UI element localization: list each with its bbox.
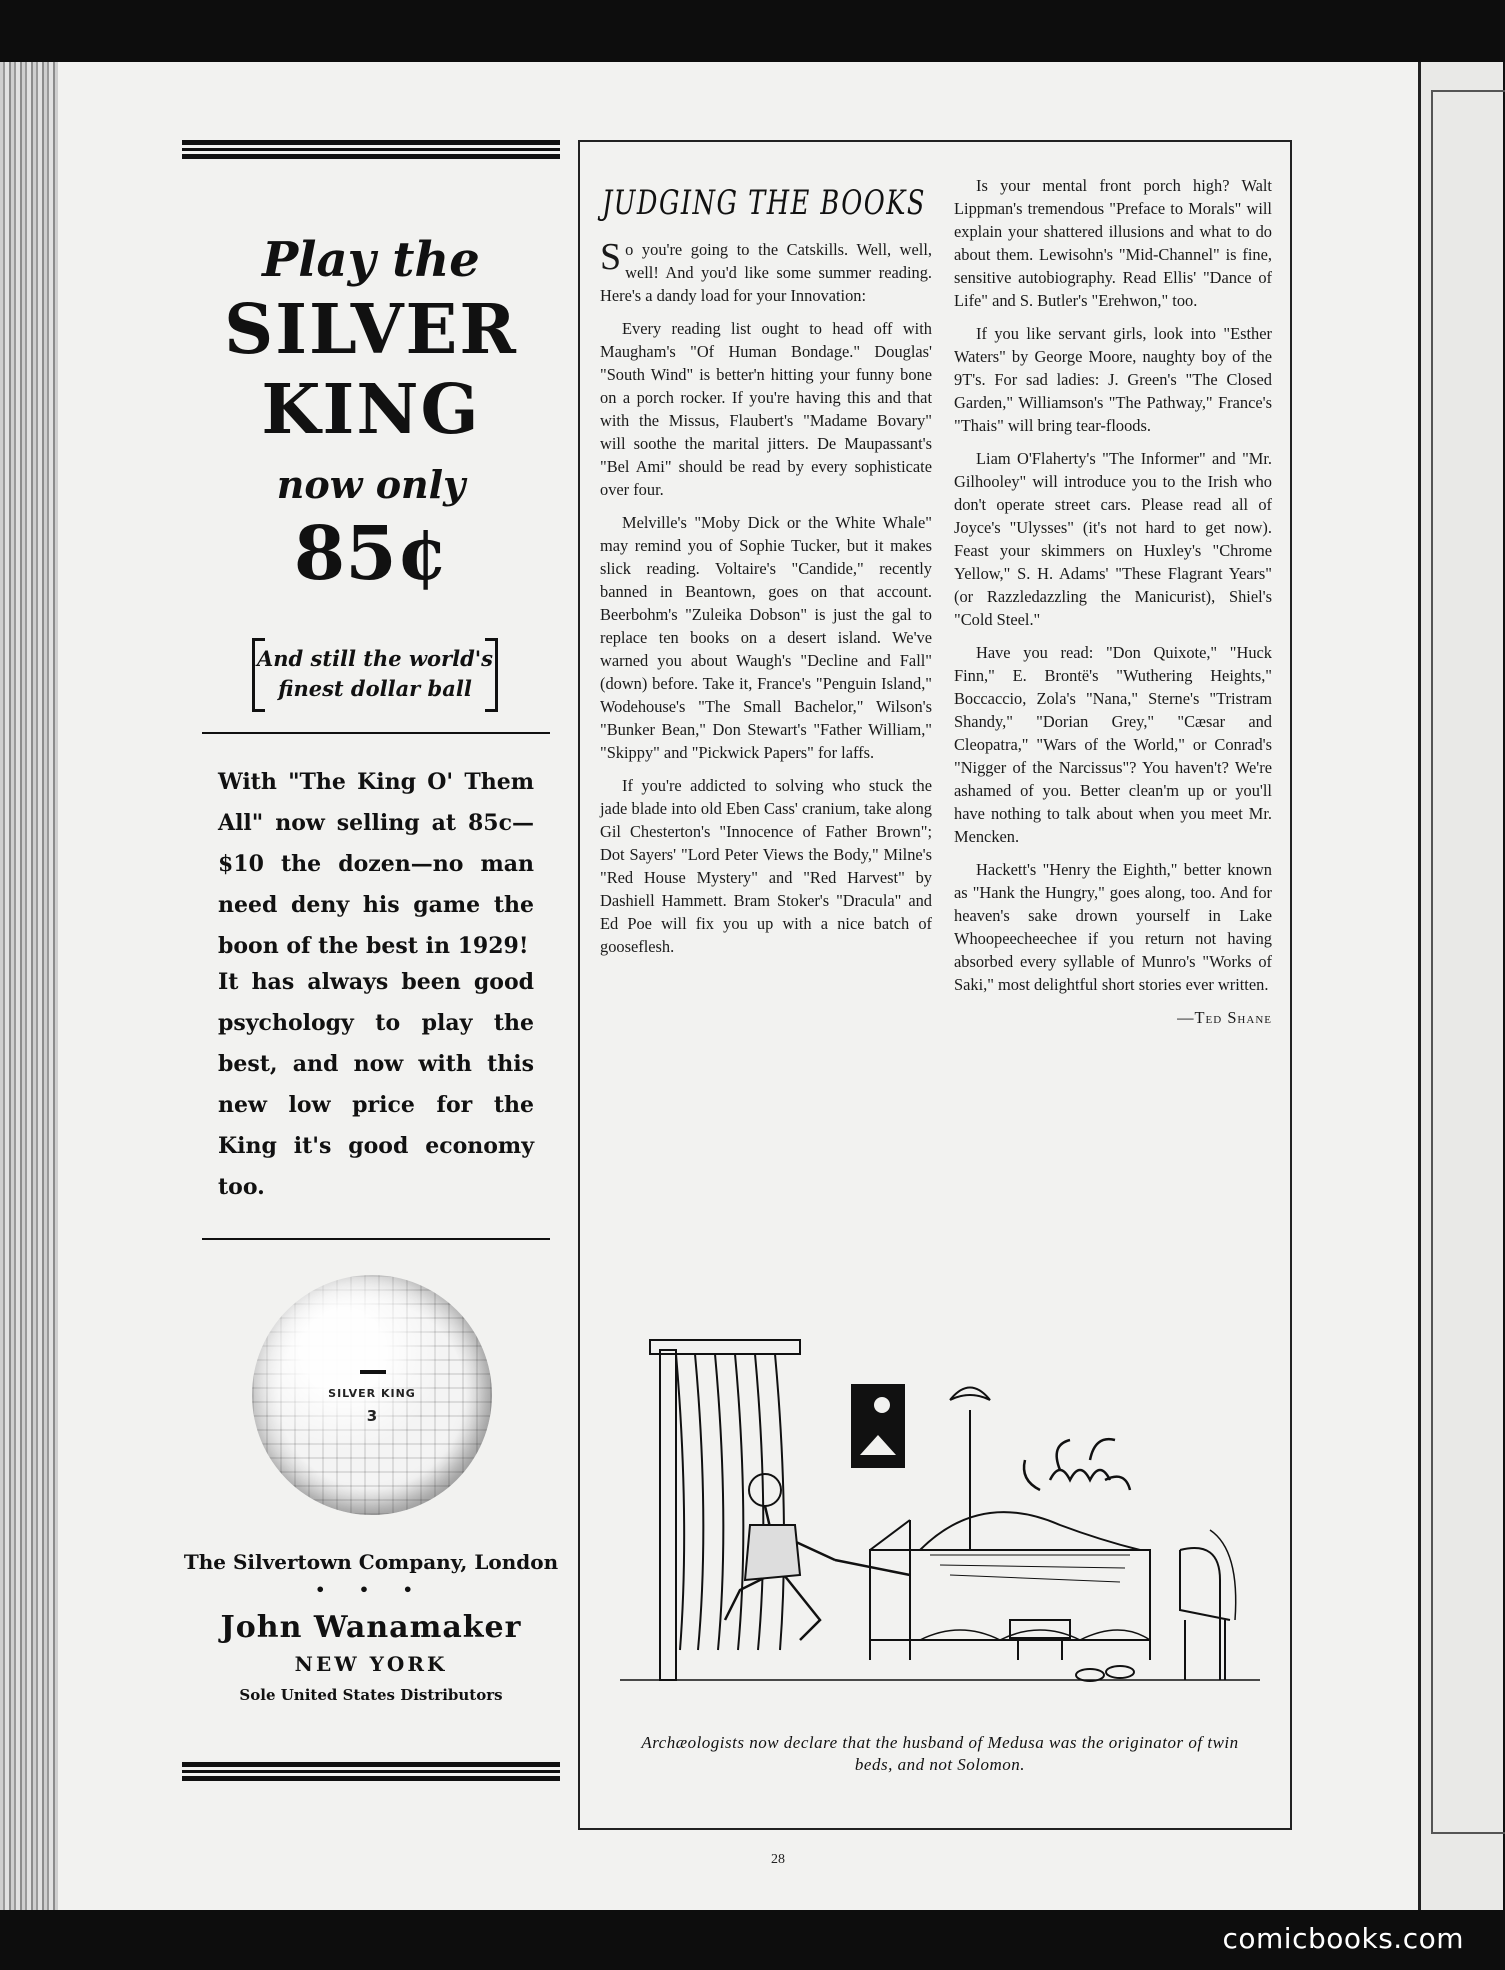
slogan-line-2: finest dollar ball (278, 676, 472, 701)
column-logo (597, 176, 930, 226)
paragraph: So you're going to the Catskills. Well, well, well! And you'd like some summer reading. Here's a dandy load for your Innovation: (600, 236, 932, 305)
adjacent-page-border (1431, 90, 1505, 1834)
medusa-cartoon (620, 1320, 1260, 1720)
author-signature: —Ted Shane (1177, 1008, 1272, 1027)
cartoon-caption: Archæologists now declare that the husband of Medusa was the originator of twin beds, and not Solomon. (641, 1733, 1239, 1774)
divider (202, 732, 550, 734)
logo-text: JUDGING THE BOOKS (597, 183, 926, 223)
ball-number: 3 (366, 1407, 378, 1425)
company-name: The Silvertown Company, London (183, 1550, 559, 1574)
page-number: 28 (771, 1852, 785, 1867)
divider (202, 1238, 550, 1240)
slogan-line-1: And still the world's (256, 646, 494, 671)
site-watermark: comicbooks.com (1222, 1922, 1464, 1955)
ball-brand-text: SILVER KING (328, 1387, 416, 1400)
headline-silver: SILVER (224, 290, 518, 370)
distributor-city: NEW YORK (294, 1652, 448, 1676)
ball-marking (360, 1370, 386, 1374)
paragraph: Have you read: "Don Quixote," "Huck Finn," E. Brontë's "Wuthering Heights," Boccaccio, Zola's "Nana," Sterne's "Tristram Shandy," "Dorian Grey," "Cæsar and Cleopatra," "Wars of the World," or Conrad's "Nigger of the Narcissus"? You haven't? We're ashamed of you. Better clean'm up or you'll have nothing to talk about when you meet Mr. Mencken. (954, 643, 1272, 846)
price: 85¢ (293, 511, 449, 597)
paragraph: Hackett's "Henry the Eighth," better known as "Hank the Hungry," goes along, too. And for heaven's sake drown yourself in Lake Whoopeecheechee if you return not having absorbed every syllable of Munro's "Works of Saki," most delightful short stories ever written. (954, 860, 1272, 994)
adjacent-page-edge (1418, 62, 1503, 1910)
magazine-page (58, 62, 1418, 1910)
paragraph: If you like servant girls, look into "Esther Waters" by George Moore, naughty boy of the 9T's. For sad ladies: J. Green's "The Closed Garden," Williamson's "The Pathway," France's "Thais" will bring tear-floods. (954, 324, 1272, 435)
separator-dots: • • • (315, 1580, 427, 1599)
drop-cap: S (600, 236, 622, 278)
ad-body-paragraph-1: With "The King O' Them All" now selling at 85c—$10 the dozen—no man need deny his game the boon of the best in 1929! (218, 769, 534, 959)
headline-play: Play the (262, 232, 480, 288)
ad-body-paragraph-2: It has always been good psychology to play the best, and now with this new low price for the King it's good economy too. (218, 969, 534, 1200)
article-column-1 (600, 238, 932, 968)
headline-king: KING (261, 370, 481, 450)
judging-the-books-article (578, 140, 1292, 1830)
paragraph: If you're addicted to solving who stuck the jade blade into old Eben Cass' cranium, take along Gil Chesterton's "Innocence of Father Brown"; Dot Sayers' "Lord Peter Views the Body," Milne's "Red House Mystery" and "Red Harvest" by Dashiell Hammett. Bram Stoker's "Dracula" and Ed Poe will fix you up with a nice batch of gooseflesh. (600, 776, 932, 956)
silver-king-advertisement (182, 140, 560, 1840)
top-scan-border (0, 0, 1500, 62)
golf-ball-image (252, 1275, 492, 1515)
distributor-note: Sole United States Distributors (239, 1686, 503, 1704)
headline-now-only: now only (276, 462, 466, 507)
article-column-2 (954, 174, 1272, 1029)
paragraph: Liam O'Flaherty's "The Informer" and "Mr. Gilhooley" will introduce you to the Irish who don't operate street cars. Please read all of Joyce's "Ulysses" (it's not hard to get now). Feast your skimmers on Huxley's "Chrome Yellow," S. H. Adams' "These Flagrant Years" (or Razzledazzling the Manicurist), Shiel's "Cold Steel." (954, 449, 1272, 629)
book-spine (0, 62, 58, 1910)
paragraph: Every reading list ought to head off with Maugham's "Of Human Bondage." Douglas' "South Wind" is better'n hitting your funny bone on a porch rocker. If you're having this and that with the Missus, Flaubert's "Madame Bovary" will soothe the marital jitters. De Maupassant's "Bel Ami" should be read by every sophisticate over four. (600, 319, 932, 499)
bottom-rule (182, 1762, 560, 1781)
distributor-name: John Wanamaker (220, 1610, 522, 1645)
slogan-text (255, 644, 495, 704)
slogan-bracket (252, 638, 498, 712)
top-rule (182, 140, 560, 159)
paragraph: Melville's "Moby Dick or the White Whale" may remind you of Sophie Tucker, but it makes slick reading. Voltaire's "Candide," recently banned in Beantown, goes on that account. Beerbohm's "Zuleika Dobson" is just the gal to replace ten books on a desert island. We've warned you about Waugh's "Decline and Fall" (down) before. Take it, France's "Penguin Island," Wodehouse's "The Small Bachelor," Wilson's "Bunker Bean," Don Stewart's "Father William," "Skippy" and "Pickwick Papers" for laffs. (600, 513, 932, 762)
paragraph: Is your mental front porch high? Walt Lippman's tremendous "Preface to Morals" will explain your shattered illusions and what to do about them. Lewisohn's "Mid-Channel" is fine, sensitive autobiography. Read Ellis' "Dance of Life" and S. Butler's "Erehwon," too. (954, 176, 1272, 310)
ad-headline (182, 230, 560, 597)
